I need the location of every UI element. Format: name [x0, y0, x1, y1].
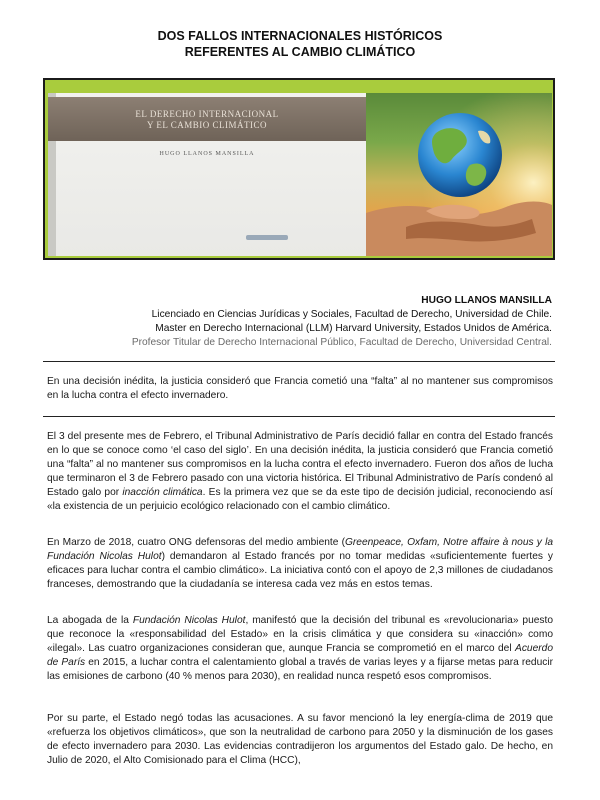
divider-top: [43, 361, 555, 362]
divider-bottom: [43, 416, 555, 417]
summary-paragraph: En una decisión inédita, la justicia consideró que Francia cometió una “falta” al no mantener sus compromisos en la lucha contra el efecto invernadero.: [47, 376, 553, 401]
author-credential-2: Master en Derecho Internacional (LLM) Harvard University, Estados Unidos de América.: [155, 323, 552, 334]
paragraph-1: El 3 del presente mes de Febrero, el Tribunal Administrativo de París decidió fallar en contra del Estado francés en lo que se conoce como ‘el caso del siglo’. En una decisión inédita, la justicia consideró que Francia cometió una “falta” al no mantener sus compromisos en la lucha contra el efecto invernadero. Fueron dos años de lucha que terminaron el 3 de Febrero pasado con una victoria histórica. El Tribunal Administrativo de París condenó al Estado galo por inacción climática. Es la primera vez que se da este tipo de decisión judicial, reconociendo así «la existencia de un perjuicio ecológico relacionado con el cambio climático.: [47, 431, 553, 512]
page-title: [0, 28, 600, 60]
book-cover-title: EL DERECHO INTERNACIONAL Y EL CAMBIO CLIMÁTICO: [135, 109, 279, 130]
author-credential-3: Profesor Titular de Derecho Internacional Público, Facultad de Derecho, Universidad Central.: [131, 337, 552, 348]
paragraph-2: En Marzo de 2018, cuatro ONG defensoras del medio ambiente (Greenpeace, Oxfam, Notre affaire à nous y la Fundación Nicolas Hulot) demandaron al Estado francés por no tomar medidas «suficientemente fuertes y eficaces para luchar contra el cambio climático». La iniciativa contó con el apoyo de 2,3 millones de ciudadanos franceses, demostrando que la ciudadanía se interesa cada vez más en estos temas.: [47, 537, 554, 590]
title-line-1: DOS FALLOS INTERNACIONALES HISTÓRICOS: [157, 29, 443, 43]
header-banner: [43, 78, 555, 260]
earth-in-hands-icon: [366, 93, 552, 256]
author-credential-1: Licenciado en Ciencias Jurídicas y Sociales, Facultad de Derecho, Universidad de Chile.: [151, 309, 552, 320]
author-info: [43, 294, 552, 350]
publisher-logo: [246, 235, 288, 240]
book-cover-image: [48, 93, 367, 256]
title-line-2: REFERENTES AL CAMBIO CLIMÁTICO: [184, 45, 416, 59]
paragraph-3: La abogada de la Fundación Nicolas Hulot, manifestó que la decisión del tribunal es «revolucionaria» puesto que reconoce la «responsabilidad del Estado» en la crisis climática y que considera su «inacción» como «ilegal». Las cuatro organizaciones consideran que, aunque Francia se comprometió en el marco del Acuerdo de París en 2015, a luchar contra el calentamiento global a través de varias leyes y a fijarse metas para reducir las emisiones de carbono (40 % menos para 2030), en realidad nunca respetó esos compromisos.: [47, 615, 554, 682]
paragraph-4: Por su parte, el Estado negó todas las acusaciones. A su favor mencionó la ley energía-clima de 2019 que «refuerza los objetivos climáticos», que son la neutralidad de carbono para 2050 y la disminución de los gases de efecto invernadero para 2030. Las evidencias contradijeron los argumentos del Estado galo. De hecho, en Julio de 2020, el Alto Comisionado para el Clima (HCC),: [47, 713, 553, 766]
book-cover-author: HUGO LLANOS MANSILLA: [159, 151, 255, 157]
author-name: HUGO LLANOS MANSILLA: [421, 295, 552, 306]
